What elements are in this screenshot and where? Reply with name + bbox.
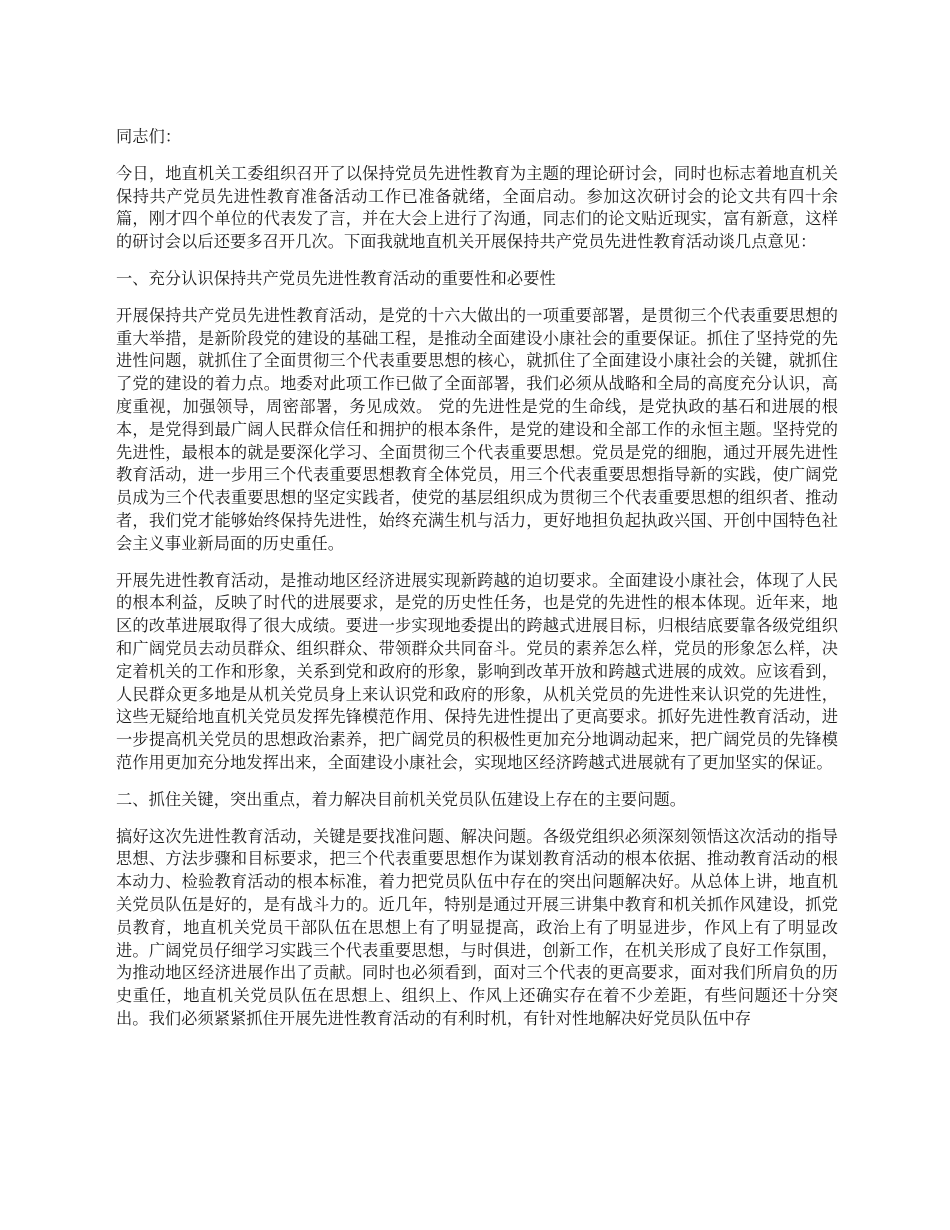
section-heading-2: 二、抓住关键，突出重点，着力解决目前机关党员队伍建设上存在的主要问题。 — [116, 789, 687, 809]
intro-paragraph: 今日，地直机关工委组织召开了以保持党员先进性教育为主题的理论研讨会，同时也标志着地直机关保持共产党员先进性教育准备活动工作已准备就绪，全面启动。参加这次研讨会的论文共有四十余篇，刚才四个单位的代表发了言，并在大会上进行了沟通，同志们的论文贴近现实，富有新意，这样的研讨会以后还要多召开几次。下面我就地直机关开展保持共产党员先进性教育活动谈几点意见： — [116, 163, 838, 252]
greeting: 同志们： — [116, 127, 182, 146]
body-paragraph: 开展保持共产党员先进性教育活动，是党的十六大做出的一项重要部署，是贯彻三个代表重要思想的重大举措，是新阶段党的建设的基础工程，是推动全面建设小康社会的重要保证。抓住了坚持党的先进性问题，就抓住了全面贯彻三个代表重要思想的核心，就抓住了全面建设小康社会的关键，就抓住了党的建设的着力点。地委对此项工作已做了全面部署，我们必须从战略和全局的高度充分认识，高度重视，加强领导，周密部署，务见成效。 党的先进性是党的生命线，是党执政的基石和进展的根本，是党得到最广阔人民群众信任和拥护的根本条件，是党的建设和全部工作的永恒主题。坚持党的先进性，最根本的就是要深化学习、全面贯彻三个代表重要思想。党员是党的细胞，通过开展先进性教育活动，进一步用三个代表重要思想教育全体党员，用三个代表重要思想指导新的实践，使广阔党员成为三个代表重要思想的坚定实践者，使党的基层组织成为贯彻三个代表重要思想的组织者、推动者，我们党才能够始终保持先进性，始终充满生机与活力，更好地担负起执政兴国、开创中国特色社会主义事业新局面的历史重任。 — [116, 305, 838, 553]
document-body — [116, 126, 838, 1045]
body-paragraph: 开展先进性教育活动，是推动地区经济进展实现新跨越的迫切要求。全面建设小康社会，体现了人民的根本利益，反映了时代的进展要求，是党的历史性任务，也是党的先进性的根本体现。近年来，地区的改革进展取得了很大成绩。要进一步实现地委提出的跨越式进展目标，归根结底要靠各级党组织和广阔党员去动员群众、组织群众、带领群众共同奋斗。党员的素养怎么样，党员的形象怎么样，决定着机关的工作和形象，关系到党和政府的形象，影响到改革开放和跨越式进展的成效。应该看到，人民群众更多地是从机关党员身上来认识党和政府的形象，从机关党员的先进性来认识党的先进性，这些无疑给地直机关党员发挥先锋模范作用、保持先进性提出了更高要求。抓好先进性教育活动，进一步提高机关党员的思想政治素养，把广阔党员的积极性更加充分地调动起来，把广阔党员的先锋模范作用更加充分地发挥出来，全面建设小康社会，实现地区经济跨越式进展就有了更加坚实的保证。 — [116, 570, 838, 772]
body-paragraph: 搞好这次先进性教育活动，关键是要找准问题、解决问题。各级党组织必须深刻领悟这次活动的指导思想、方法步骤和目标要求，把三个代表重要思想作为谋划教育活动的根本依据、推动教育活动的根本动力、检验教育活动的根本标准，着力把党员队伍中存在的突出问题解决好。从总体上讲，地直机关党员队伍是好的，是有战斗力的。近几年，特别是通过开展三讲集中教育和机关抓作风建设，抓党员教育，地直机关党员干部队伍在思想上有了明显提高，政治上有了明显进步，作风上有了明显改进。广阔党员仔细学习实践三个代表重要思想，与时俱进，创新工作，在机关形成了良好工作氛围，为推动地区经济进展作出了贡献。同时也必须看到，面对三个代表的更高要求，面对我们所肩负的历史重任，地直机关党员队伍在思想上、组织上、作风上还确实存在着不少差距，有些问题还十分突出。我们必须紧紧抓住开展先进性教育活动的有利时机，有针对性地解决好党员队伍中存 — [116, 826, 838, 1028]
section-heading-1: 一、充分认识保持共产党员先进性教育活动的重要性和必要性 — [116, 268, 556, 288]
